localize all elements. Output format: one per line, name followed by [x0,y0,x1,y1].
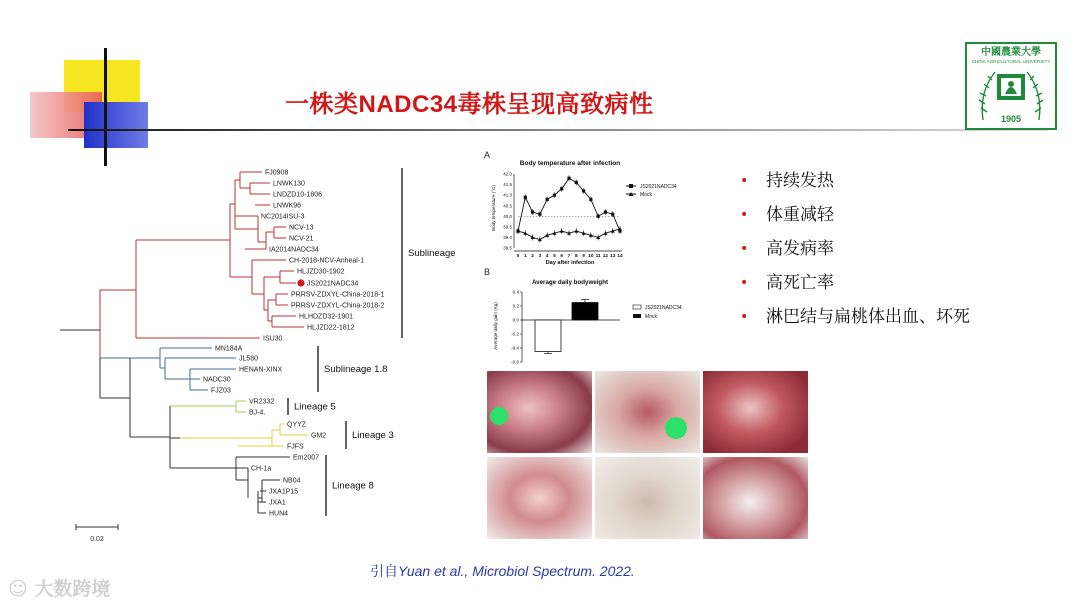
temp-xtick: 14 [617,254,623,259]
temp-point [546,198,549,201]
temp-chart-ylabel: Body temperature (°C) [491,184,496,232]
bw-ytick: 0.4 [512,289,519,295]
logo-cn-text: 中國農業大學 [981,47,1041,58]
logo-en-text: CHINA AGRICULTURAL UNIVERSITY [971,59,1051,64]
watermark-icon: ☺ [8,578,35,600]
temp-point [575,181,578,184]
taxon-label: NCV-13 [289,224,314,232]
finding-weight-loss: • 体重减轻 [740,205,834,225]
taxon-label: HLJZD30-1902 [297,268,345,276]
taxon-label: BJ-4. [249,409,266,417]
bullet-dot: • [740,241,749,257]
temp-ytick: 38.5 [503,245,512,251]
temp-point [531,210,534,213]
panel-b-letter: B [484,267,491,277]
taxon-label: JXA1P15 [269,488,299,496]
bullet-dot: • [740,173,749,189]
temp-point [524,196,527,199]
taxon-label: JL580 [239,355,259,363]
taxon-label: VR2332 [249,398,275,406]
temperature-chart [480,146,720,266]
bw-legend-1: JS2021NADC34 [645,305,682,311]
temp-point [560,229,564,233]
temp-point [538,213,541,216]
decor-vertical-line [104,48,107,166]
temp-point [589,198,592,201]
green-marker-2 [665,417,687,439]
bw-ytick: -0.6 [511,359,519,365]
temp-ytick: 39.0 [503,235,512,241]
taxon-label: NB04 [283,477,301,485]
taxon-label: JS2021NADC34 [307,280,359,288]
taxon-label: HLHDZD32-1901 [299,313,354,321]
bw-legend [633,305,682,320]
bw-ytick: -0.2 [511,331,519,337]
bw-ytick: 0.2 [512,303,519,309]
taxon-label: CH-2018-NCV-Anheal-1 [289,257,365,265]
bw-chart-ylabel: Average daily gain (Kg) [493,302,498,350]
taxon-label: ISU30 [263,335,283,343]
temp-legend-series-2: Mock [640,192,652,198]
university-logo [965,42,1057,130]
temp-point [582,189,585,192]
temp-point [604,210,607,213]
temp-xtick: 8 [574,254,578,259]
temp-xtick: 9 [582,254,585,259]
temp-xtick: 7 [567,254,571,259]
temp-xtick: 4 [545,254,549,259]
photo-lymph-node-2 [595,457,700,539]
temp-xtick: 12 [602,254,609,259]
taxon-label: FJFS [287,443,304,451]
green-marker-1 [490,407,508,425]
taxon-label: IA2014NADC34 [269,246,319,254]
bw-ytick: -0.4 [511,345,519,351]
temp-xtick: 1 [523,254,527,259]
phylogenetic-tree [40,160,480,545]
taxon-label: PRRSV-ZDXYL-China-2018-2 [291,302,385,310]
taxon-label: LNWK130 [273,180,305,188]
bw-ytick: 0.0 [512,317,519,323]
photo-tonsil-1 [703,371,808,453]
taxon-label: NC2014ISU-3 [261,213,305,221]
tree-branches [60,169,308,513]
temp-ytick: 40.0 [503,213,512,219]
temp-point [567,177,570,180]
finding-high-morbidity: • 高发病率 [740,239,834,259]
bullet-dot: • [740,275,749,291]
temp-xtick: 6 [560,254,564,259]
bullet-dot: • [740,207,749,223]
taxon-label: HLJZD22-1812 [307,324,355,332]
temp-ytick: 41.5 [503,182,512,188]
temp-chart-xlabel: Day after infection [545,260,595,266]
temp-xtick: 11 [595,254,601,259]
bw-bar-2 [572,303,598,321]
bodyweight-chart [480,264,720,368]
logo-year: 1905 [1000,114,1022,124]
temp-xtick: 5 [553,254,556,259]
temp-point [560,187,563,190]
scale-bar-label: 0.02 [90,536,104,543]
finding-high-mortality: • 高死亡率 [740,273,834,293]
bw-legend-2: Mock [645,314,657,320]
temp-point [611,213,614,216]
taxon-label: JXA1 [269,499,286,507]
temp-xtick: 0 [516,254,520,259]
necropsy-photo-grid [487,371,809,541]
temp-xtick: 2 [531,254,534,259]
photo-lymph-node-1 [595,371,700,453]
taxon-label: CH-1a [251,465,272,473]
bw-chart-title: Average daily bodyweight [531,279,609,286]
taxon-label: GM2 [311,432,327,440]
citation [370,561,635,581]
taxon-label: HENAN-XINX [239,366,283,374]
temp-point [597,215,600,218]
temp-xtick: 13 [610,254,616,259]
finding-hemorrhage: • 淋巴结与扁桃体出血、坏死 [740,307,970,327]
taxon-label: PRRSV-ZDXYL-China-2018-1 [291,291,385,299]
bullet-dot: • [740,309,749,325]
temp-ytick: 42.0 [503,171,512,177]
key-findings-list [740,170,970,340]
taxon-label: LNDZD10-1806 [273,191,323,199]
title-underline [68,129,1048,131]
temp-xtick: 10 [588,254,594,259]
taxon-label: NCV-21 [289,235,314,243]
lineage-label: Lineage 3 [352,430,394,441]
taxon-label: Em2007 [293,454,320,462]
finding-fever: • 持续发热 [740,171,834,191]
taxon-label: MN184A [215,345,243,353]
lineage-label: Lineage 5 [294,401,336,413]
photo-lung-2 [487,457,592,539]
temp-ytick: 39.5 [503,224,512,230]
temp-point [531,235,535,239]
taxon-label: NADC30 [203,376,231,384]
tree-groups [288,168,456,516]
slide-title: 一株类NADC34毒株呈现高致病性 [285,91,654,118]
panel-a-letter: A [484,150,491,160]
citation-text: Yuan et al., Microbiol Spectrum. 2022. [398,563,635,579]
taxon-label: FJ0908 [265,169,289,177]
temp-legend [626,184,677,198]
temp-series-line-1 [518,178,620,231]
citation-prefix: 引自 [370,563,398,579]
temp-point [574,229,578,233]
taxon-label: LNWK96 [273,202,302,210]
temp-legend-series-1: JS2021NADC34 [640,184,677,190]
temp-ytick: 40.5 [503,203,512,209]
photo-tonsil-2 [703,457,808,539]
highlight-dot-js2021nadc34 [297,279,304,286]
watermark: ☺ 大数跨境 [8,578,111,600]
scale-bar [76,524,118,543]
taxon-label: QYYZ [287,421,307,429]
taxon-label: HUN4 [269,510,289,518]
temp-point [553,194,556,197]
bw-bar-1 [535,320,561,352]
temp-xtick: 3 [538,254,542,259]
decor-blue-block [84,102,148,148]
taxon-label: FJZ03 [211,387,231,395]
temp-chart-title: Body temperature after infection [519,160,621,167]
temp-ytick: 41.0 [503,192,512,198]
lineage-label: Sublineage [408,248,456,259]
lineage-label: Sublineage 1.8 [324,364,388,375]
lineage-label: Lineage 8 [332,480,374,492]
